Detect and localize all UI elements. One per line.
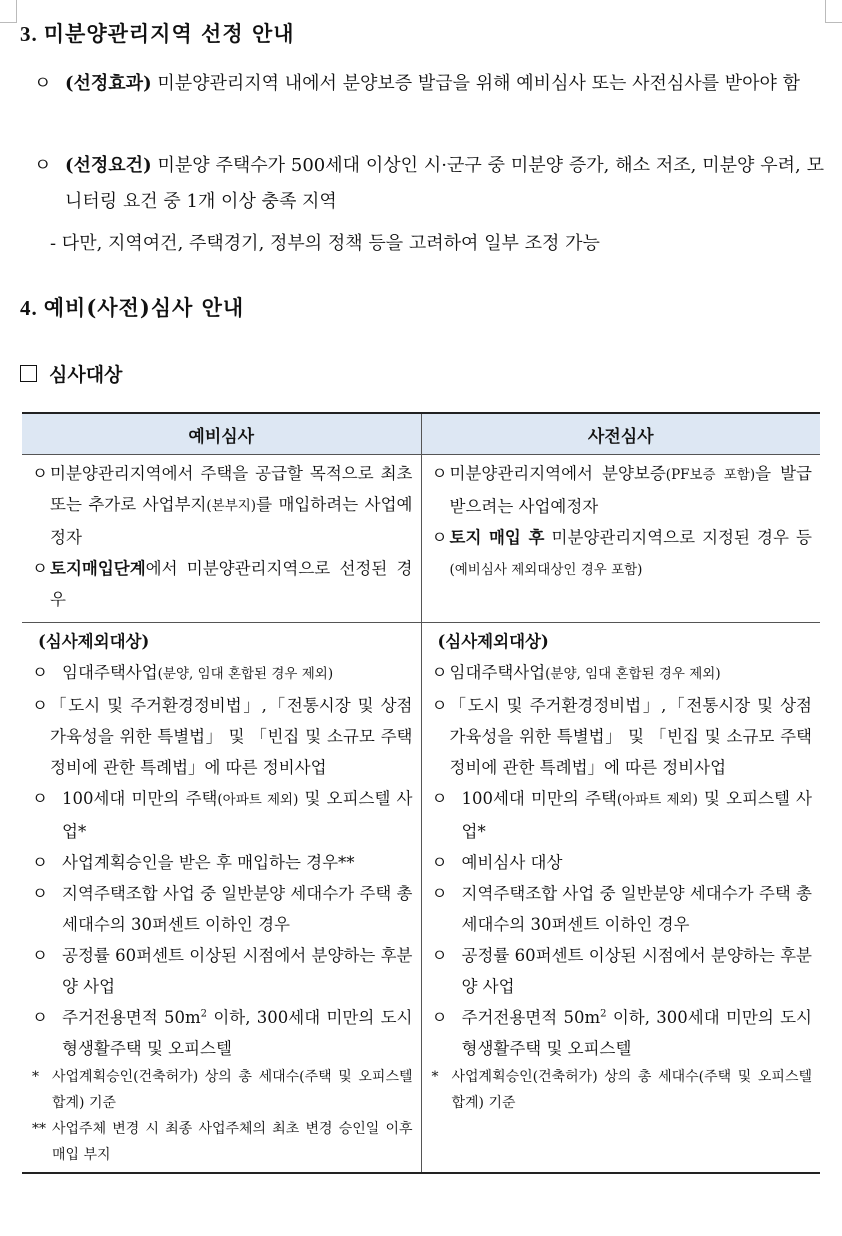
list-item: ㅇ 미분양관리지역에서 분양보증(PF보증 포함)을 발급받으려는 사업예정자 xyxy=(431,464,812,516)
selection-requirement-text: 미분양 주택수가 500세대 이상인 시·군구 중 미분양 증가, 해소 저조, 미분양 우려, 모니터링 요건 중 1개 이상 충족 지역 xyxy=(65,155,824,212)
exclusion-label: (심사제외대상) xyxy=(38,632,150,651)
exclusion-label: (심사제외대상) xyxy=(437,632,549,651)
list-item: ㅇ 「도시 및 주거환경정비법」,「전통시장 및 상점가육성을 위한 특별법」 및 「빈집 및 소규모 주택 정비에 관한 특례법」에 따른 정비사업 xyxy=(32,696,413,777)
prelim-targets-cell xyxy=(22,455,421,623)
adjustment-note: - 다만, 지역여건, 주택경기, 정부의 정책 등을 고려하여 일부 조정 가능 xyxy=(50,233,600,254)
header-advance-review: 사전심사 xyxy=(421,413,820,455)
bullet-marker: ㅇ xyxy=(34,155,52,176)
section-4-heading: 예비(사전)심사 안내 xyxy=(43,295,245,320)
list-item: ㅇ 100세대 미만의 주택(아파트 제외) 및 오피스텔 사업* xyxy=(32,789,413,841)
list-item: ㅇ 미분양관리지역에서 주택을 공급할 목적으로 최초 또는 추가로 사업부지(본부지)를 매입하려는 사업예정자 xyxy=(32,464,413,547)
list-item: ㅇ 주거전용면적 $50m^2$ 이하, 300세대 미만의 도시형생활주택 및 오피스텔 xyxy=(431,1008,812,1058)
list-item: ㅇ 임대주택사업(분양, 임대 혼합된 경우 제외) xyxy=(431,663,721,682)
footnote-single-star: * 사업계획승인(건축허가) 상의 총 세대수(주택 및 오피스텔 합계) 기준 xyxy=(431,1069,812,1111)
page-corner-mark-left xyxy=(0,0,17,23)
list-item: ㅇ 100세대 미만의 주택(아파트 제외) 및 오피스텔 사업* xyxy=(431,789,812,841)
footnote-single-star: * 사업계획승인(건축허가) 상의 총 세대수(주택 및 오피스텔 합계) 기준 xyxy=(32,1069,413,1111)
list-item: ㅇ 토지매입단계에서 미분양관리지역으로 선정된 경우 xyxy=(32,559,413,609)
selection-effect-label: (선정효과) xyxy=(65,73,152,94)
list-item: ㅇ 예비심사 대상 xyxy=(431,853,563,872)
section-3-number: 3. xyxy=(20,22,38,46)
section-3-heading: 미분양관리지역 선정 안내 xyxy=(43,21,295,46)
selection-requirement-label: (선정요건) xyxy=(65,155,152,176)
list-item: ㅇ 사업계획승인을 받은 후 매입하는 경우** xyxy=(32,853,355,872)
list-item: ㅇ 공정률 60퍼센트 이상된 시점에서 분양하는 후분양 사업 xyxy=(32,946,413,996)
list-item: ㅇ 지역주택조합 사업 중 일반분양 세대수가 주택 총 세대수의 30퍼센트 이하인 경우 xyxy=(32,884,413,934)
section-3-title xyxy=(20,18,295,48)
list-item: ㅇ 지역주택조합 사업 중 일반분양 세대수가 주택 총 세대수의 30퍼센트 이하인 경우 xyxy=(431,884,812,934)
review-target-table xyxy=(22,412,820,1174)
review-target-label: 심사대상 xyxy=(49,364,123,386)
list-item: ㅇ 「도시 및 주거환경정비법」,「전통시장 및 상점가육성을 위한 특별법」 및 「빈집 및 소규모 주택 정비에 관한 특례법」에 따른 정비사업 xyxy=(431,696,812,777)
advance-exclusions-cell xyxy=(421,623,820,1174)
section-4-title xyxy=(20,292,244,322)
header-preliminary-review: 예비심사 xyxy=(22,413,421,455)
page-corner-mark-right xyxy=(825,0,842,23)
review-target-heading xyxy=(20,360,122,387)
list-item: ㅇ 공정률 60퍼센트 이상된 시점에서 분양하는 후분양 사업 xyxy=(431,946,812,996)
selection-effect-text: 미분양관리지역 내에서 분양보증 발급을 위해 예비심사 또는 사전심사를 받아야 함 xyxy=(151,73,800,94)
bullet-marker: ㅇ xyxy=(34,73,52,94)
selection-effect-bullet xyxy=(34,66,824,102)
list-item: ㅇ 토지 매입 후 미분양관리지역으로 지정된 경우 등(예비심사 제외대상인 경우 포함) xyxy=(431,528,812,578)
advance-targets-cell xyxy=(421,455,820,623)
checkbox-square-icon xyxy=(20,365,37,382)
prelim-exclusions-cell xyxy=(22,623,421,1174)
section-4-number: 4. xyxy=(20,296,38,320)
list-item: ㅇ 주거전용면적 $50m^2$ 이하, 300세대 미만의 도시형생활주택 및 오피스텔 xyxy=(32,1008,413,1058)
list-item: ㅇ 임대주택사업(분양, 임대 혼합된 경우 제외) xyxy=(32,663,334,682)
selection-requirement-bullet xyxy=(34,148,824,220)
footnote-double-star: ** 사업주체 변경 시 최종 사업주체의 최초 변경 승인일 이후 매입 부지 xyxy=(32,1121,413,1163)
